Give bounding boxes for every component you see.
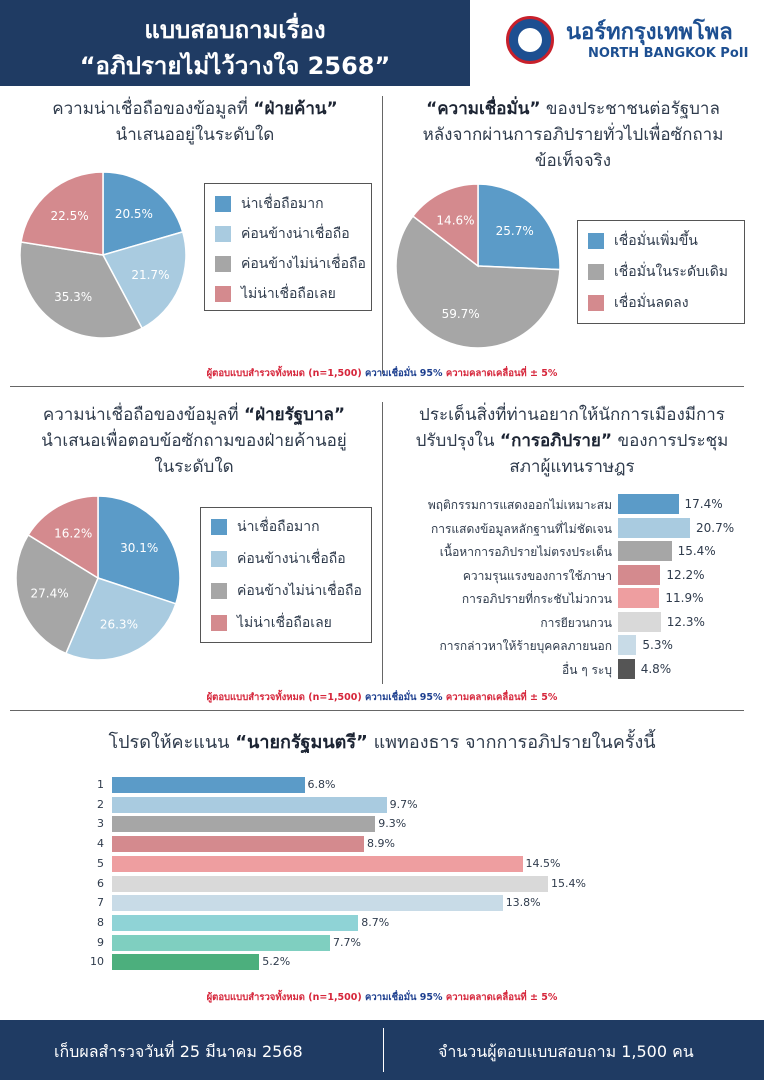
section4-title-pre: ปรับปรุงใน (415, 431, 500, 451)
bar-value-label: 8.7% (361, 915, 390, 929)
bar (112, 836, 364, 852)
bar-value-label: 12.2% (666, 567, 705, 582)
bar-value-label: 7.7% (333, 935, 361, 949)
survey-note: ผู้ตอบแบบสำรวจทั้งหมด (n=1,500) ความเชื่อมั่น 95% ความคลาดเคลื่อนที่ ± 5% (206, 692, 558, 703)
pie-slice-label: 16.2% (54, 526, 93, 541)
pie-slice-label: 59.7% (441, 306, 480, 321)
bar (618, 612, 661, 632)
bar-category-label: การอภิปรายที่กระชับไม่วกวน (461, 592, 612, 606)
bar-value-label: 5.3% (642, 638, 673, 652)
bar-value-label: 13.8% (505, 896, 541, 910)
legend-confidence: เชื่อมั่นเพิ่มขึ้น เชื่อมั่นในระดับเดิม เชื่อมั่นลดลง (577, 220, 745, 324)
bar-value-label: 12.3% (666, 614, 705, 629)
pie-slice-label: 14.6% (436, 213, 475, 228)
bar (112, 856, 523, 872)
section3-title-line3: ในระดับใด (154, 457, 234, 477)
bar (112, 895, 503, 911)
footer-survey-date: เก็บผลสำรวจวันที่ 25 มีนาคม 2568 (54, 1042, 303, 1061)
bar-value-label: 4.8% (640, 661, 672, 676)
pie-slice-label: 25.7% (495, 223, 534, 238)
section3-title-pre: ความน่าเชื่อถือของข้อมูลที่ (42, 405, 244, 425)
score-rank-label: 8 (97, 915, 104, 929)
bar (112, 777, 305, 793)
bar (112, 797, 387, 813)
bar-value-label: 8.9% (366, 837, 395, 851)
section1-title-bold: “ฝ่ายค้าน” (253, 99, 338, 119)
score-rank-label: 4 (97, 837, 104, 851)
section4-title-line1: ประเด็นสิ่งที่ท่านอยากให้นักการเมืองมีการ (419, 405, 725, 425)
section4-title-line3: สภาผู้แทนราษฎร (509, 457, 635, 477)
survey-note: ผู้ตอบแบบสำรวจทั้งหมด (n=1,500) ความเชื่อมั่น 95% ความคลาดเคลื่อนที่ ± 5% (206, 992, 558, 1003)
section-divider (10, 710, 744, 711)
footer-bar (0, 1020, 764, 1080)
bar-category-label: การแสดงข้อมูลหลักฐานที่ไม่ชัดเจน (430, 521, 612, 536)
section3-title (6, 402, 382, 480)
section5-title-post: แพทองธาร จากการอภิปรายในครั้งนี้ (367, 732, 656, 753)
score-rank-label: 9 (97, 935, 104, 949)
bar-value-label: 20.7% (696, 520, 735, 535)
section2-title-bold: “ความเชื่อมั่น” (426, 99, 541, 119)
header-title-line1: แบบสอบถามเรื่อง (144, 16, 326, 44)
bar (112, 915, 358, 931)
bar-value-label: 11.9% (665, 591, 704, 605)
score-rank-label: 5 (97, 856, 104, 870)
pie-slice-label: 27.4% (30, 586, 69, 601)
column-divider (382, 402, 383, 684)
section4-title-bold: “การอภิปราย” (499, 431, 613, 451)
bar (618, 588, 659, 608)
bar-category-label: ความรุนแรงของการใช้ภาษา (462, 568, 612, 583)
pie-slice-label: 22.5% (50, 208, 89, 223)
bar (618, 565, 660, 585)
section3-title-line2: นำเสนอเพื่อตอบข้อซักถามของฝ่ายค้านอยู่ (41, 431, 347, 451)
poll-emblem-icon (506, 16, 554, 64)
score-rank-label: 2 (97, 797, 104, 811)
section-divider (10, 386, 744, 387)
pie-chart-confidence (394, 182, 562, 350)
section2-title-line2: หลังจากผ่านการอภิปรายทั่วไปเพื่อซักถาม (422, 125, 724, 145)
section3-title-bold: “ฝ่ายรัฐบาล” (244, 405, 346, 425)
bar (112, 935, 330, 951)
section5-title (0, 730, 764, 756)
header-title-line2: “อภิปรายไม่ไว้วางใจ 2568” (79, 52, 391, 80)
score-rank-label: 7 (97, 896, 104, 910)
bar-category-label: อื่น ๆ ระบุ (562, 662, 612, 677)
section4-title (386, 402, 758, 480)
bar (618, 541, 672, 561)
bar-value-label: 5.2% (262, 955, 291, 969)
pie-chart-government (14, 494, 182, 662)
pie-slice-label: 20.5% (114, 206, 153, 221)
bar-value-label: 15.4% (677, 544, 716, 558)
bar-value-label: 15.4% (551, 876, 586, 890)
logo-english-name: NORTH BANGKOK PoII (588, 46, 749, 61)
bar (112, 954, 259, 970)
score-rank-label: 1 (97, 778, 104, 791)
section2-title (388, 96, 758, 174)
score-rank-label: 3 (97, 817, 104, 831)
legend-opposition: น่าเชื่อถือมาก ค่อนข้างน่าเชื่อถือ ค่อนข้างไม่น่าเชื่อถือ ไม่น่าเชื่อถือเลย (204, 183, 372, 311)
bar (618, 659, 635, 679)
section1-title (10, 96, 380, 148)
column-divider (382, 96, 383, 374)
bar-category-label: พฤติกรรมการแสดงออกไม่เหมาะสม (427, 498, 612, 512)
bar-category-label: เนื้อหาการอภิปรายไม่ตรงประเด็น (439, 545, 612, 559)
bar-value-label: 9.3% (378, 817, 407, 831)
pie-slice-label: 26.3% (99, 617, 138, 632)
bar (618, 635, 636, 655)
bar-value-label: 14.5% (525, 856, 561, 870)
bar-value-label: 17.4% (684, 497, 723, 511)
pie-slice-label: 35.3% (54, 289, 93, 304)
bar (112, 816, 375, 832)
bar (618, 494, 679, 514)
section5-title-pre: โปรดให้คะแนน (108, 732, 236, 753)
pie-slice-label: 30.1% (120, 541, 159, 556)
bar-category-label: การกล่าวหาให้ร้ายบุคคลภายนอก (439, 639, 612, 653)
pie-slice-label: 21.7% (131, 267, 170, 282)
section2-title-line3: ข้อเท็จจริง (534, 151, 612, 171)
survey-note: ผู้ตอบแบบสำรวจทั้งหมด (n=1,500) ความเชื่อมั่น 95% ความคลาดเคลื่อนที่ ± 5% (206, 368, 558, 379)
section1-title-line2: นำเสนออยู่ในระดับใด (115, 125, 275, 145)
section2-title-post: ของประชาชนต่อรัฐบาล (540, 99, 720, 119)
bar-value-label: 6.8% (307, 778, 336, 791)
score-rank-label: 6 (97, 876, 104, 890)
footer-divider (383, 1028, 384, 1072)
bar-category-label: การยียวนกวน (540, 615, 612, 630)
bar (112, 876, 548, 892)
section1-title-pre: ความน่าเชื่อถือของข้อมูลที่ (52, 99, 254, 119)
score-rank-label: 10 (90, 955, 104, 969)
logo-thai-name: นอร์ทกรุงเทพโพล (566, 20, 733, 45)
section5-title-bold: “นายกรัฐมนตรี” (235, 732, 368, 753)
footer-respondents: จำนวนผู้ตอบแบบสอบถาม 1,500 คน (438, 1042, 694, 1061)
pie-chart-opposition (18, 170, 188, 340)
legend-government: น่าเชื่อถือมาก ค่อนข้างน่าเชื่อถือ ค่อนข้างไม่น่าเชื่อถือ ไม่น่าเชื่อถือเลย (200, 507, 372, 643)
bar-value-label: 9.7% (389, 797, 418, 811)
section4-title-post: ของการประชุม (612, 431, 729, 451)
bar (618, 518, 690, 538)
